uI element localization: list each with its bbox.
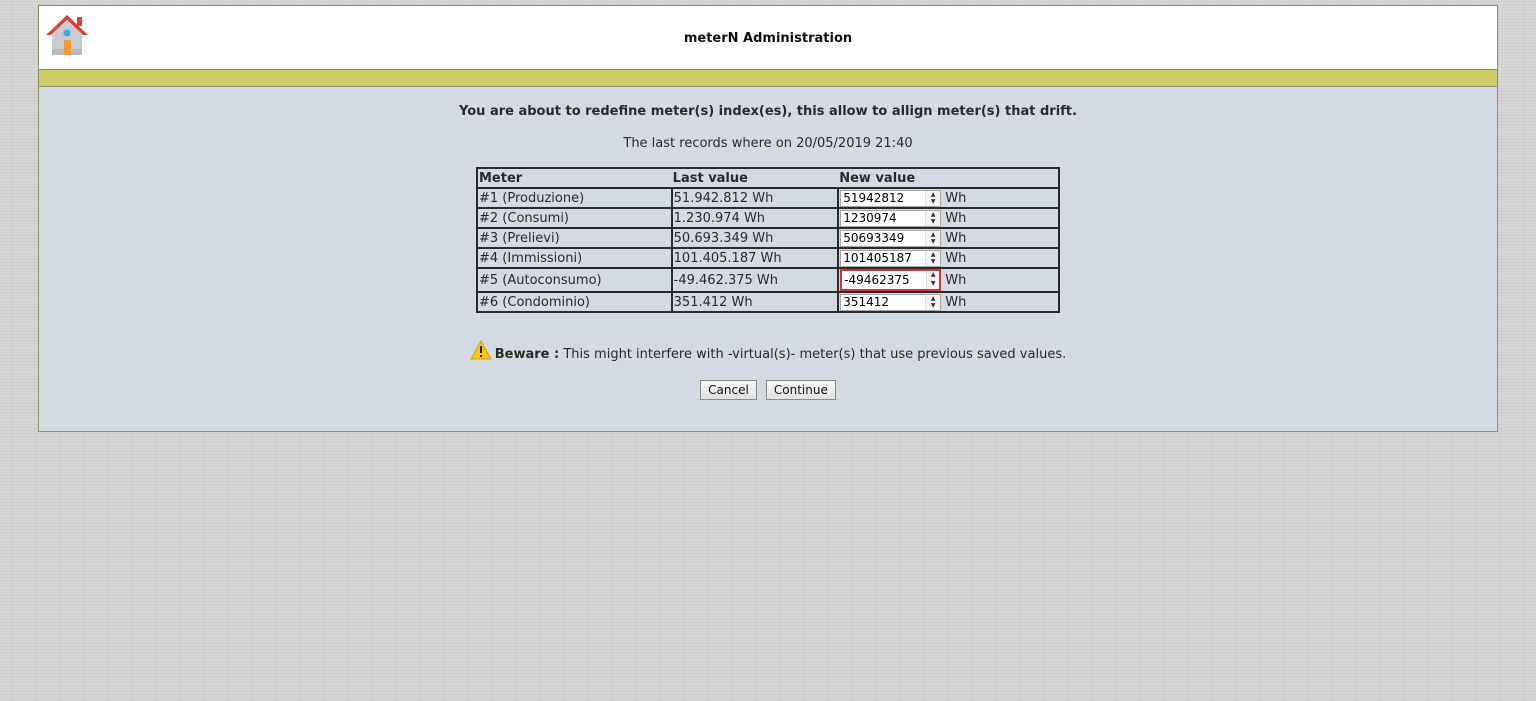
chevron-down-icon[interactable]: ▼ xyxy=(930,302,936,309)
meter-name: #2 (Consumi) xyxy=(477,208,672,228)
new-value-cell xyxy=(838,248,1059,268)
chevron-up-icon[interactable]: ▲ xyxy=(930,210,936,218)
unit-label: Wh xyxy=(945,272,967,288)
meter-name: #4 (Immissioni) xyxy=(477,248,672,268)
chevron-up-icon[interactable]: ▲ xyxy=(930,250,936,258)
new-value-stepper[interactable] xyxy=(840,190,941,207)
new-value-cell xyxy=(838,228,1059,248)
stepper-arrows[interactable] xyxy=(925,295,940,310)
continue-button[interactable]: Continue xyxy=(766,380,836,400)
last-value: 1.230.974 Wh xyxy=(672,208,839,228)
meter-name: #6 (Condominio) xyxy=(477,292,672,312)
chevron-up-icon[interactable]: ▲ xyxy=(930,271,936,278)
new-value-stepper[interactable] xyxy=(840,250,941,267)
stepper-arrows[interactable] xyxy=(925,251,940,266)
stepper-arrows[interactable] xyxy=(925,231,940,246)
chevron-down-icon[interactable]: ▼ xyxy=(930,280,936,287)
table-header-row xyxy=(477,168,1059,188)
chevron-up-icon[interactable]: ▲ xyxy=(930,230,936,238)
unit-label: Wh xyxy=(945,250,967,266)
header xyxy=(39,6,1497,70)
page-title: meterN Administration xyxy=(683,31,853,46)
chevron-down-icon[interactable]: ▼ xyxy=(930,198,936,205)
warning-icon xyxy=(470,340,492,360)
table-row xyxy=(477,228,1059,248)
table-row xyxy=(477,268,1059,292)
meter-name: #3 (Prelievi) xyxy=(477,228,672,248)
column-header-last-value: Last value xyxy=(672,168,839,188)
new-value-input[interactable] xyxy=(841,231,925,246)
chevron-up-icon[interactable]: ▲ xyxy=(930,190,936,198)
stepper-arrows[interactable] xyxy=(925,191,940,206)
column-header-meter: Meter xyxy=(477,168,672,188)
new-value-cell xyxy=(838,188,1059,208)
unit-label: Wh xyxy=(945,210,967,226)
new-value-cell xyxy=(838,292,1059,312)
last-value: 50.693.349 Wh xyxy=(672,228,839,248)
header-bar xyxy=(39,70,1497,87)
beware-notice xyxy=(39,340,1497,362)
table-row xyxy=(477,248,1059,268)
new-value-stepper[interactable] xyxy=(840,269,941,291)
chevron-up-icon[interactable]: ▲ xyxy=(930,294,936,302)
new-value-input[interactable] xyxy=(841,211,925,226)
new-value-input[interactable] xyxy=(841,191,925,206)
action-buttons xyxy=(39,379,1497,400)
beware-text: This might interfere with -virtual(s)- meter(s) that use previous saved values. xyxy=(559,347,1067,362)
meters-table xyxy=(476,167,1060,313)
beware-label: Beware : xyxy=(494,347,560,362)
last-value: 51.942.812 Wh xyxy=(672,188,839,208)
stepper-arrows[interactable] xyxy=(925,211,940,226)
unit-label: Wh xyxy=(945,190,967,206)
new-value-cell xyxy=(838,208,1059,228)
table-row xyxy=(477,292,1059,312)
chevron-down-icon[interactable]: ▼ xyxy=(930,218,936,225)
new-value-stepper[interactable] xyxy=(840,230,941,247)
chevron-down-icon[interactable]: ▼ xyxy=(930,258,936,265)
table-row xyxy=(477,188,1059,208)
new-value-input[interactable] xyxy=(842,271,926,289)
chevron-down-icon[interactable]: ▼ xyxy=(930,238,936,245)
last-value: -49.462.375 Wh xyxy=(672,268,839,292)
new-value-input[interactable] xyxy=(841,251,925,266)
unit-label: Wh xyxy=(945,230,967,246)
stepper-arrows[interactable] xyxy=(926,271,939,289)
meter-name: #5 (Autoconsumo) xyxy=(477,268,672,292)
cancel-button[interactable]: Cancel xyxy=(700,380,757,400)
admin-panel xyxy=(38,5,1498,432)
last-value: 101.405.187 Wh xyxy=(672,248,839,268)
new-value-stepper[interactable] xyxy=(840,210,941,227)
last-records-text: The last records where on 20/05/2019 21:40 xyxy=(623,136,913,151)
intro-text: You are about to redefine meter(s) index(es), this allow to allign meter(s) that drift. xyxy=(459,104,1077,119)
table-row xyxy=(477,208,1059,228)
last-value: 351.412 Wh xyxy=(672,292,839,312)
new-value-input[interactable] xyxy=(841,295,925,310)
unit-label: Wh xyxy=(945,294,967,310)
new-value-cell xyxy=(838,268,1059,292)
column-header-new-value: New value xyxy=(838,168,1059,188)
meter-name: #1 (Produzione) xyxy=(477,188,672,208)
new-value-stepper[interactable] xyxy=(840,294,941,311)
